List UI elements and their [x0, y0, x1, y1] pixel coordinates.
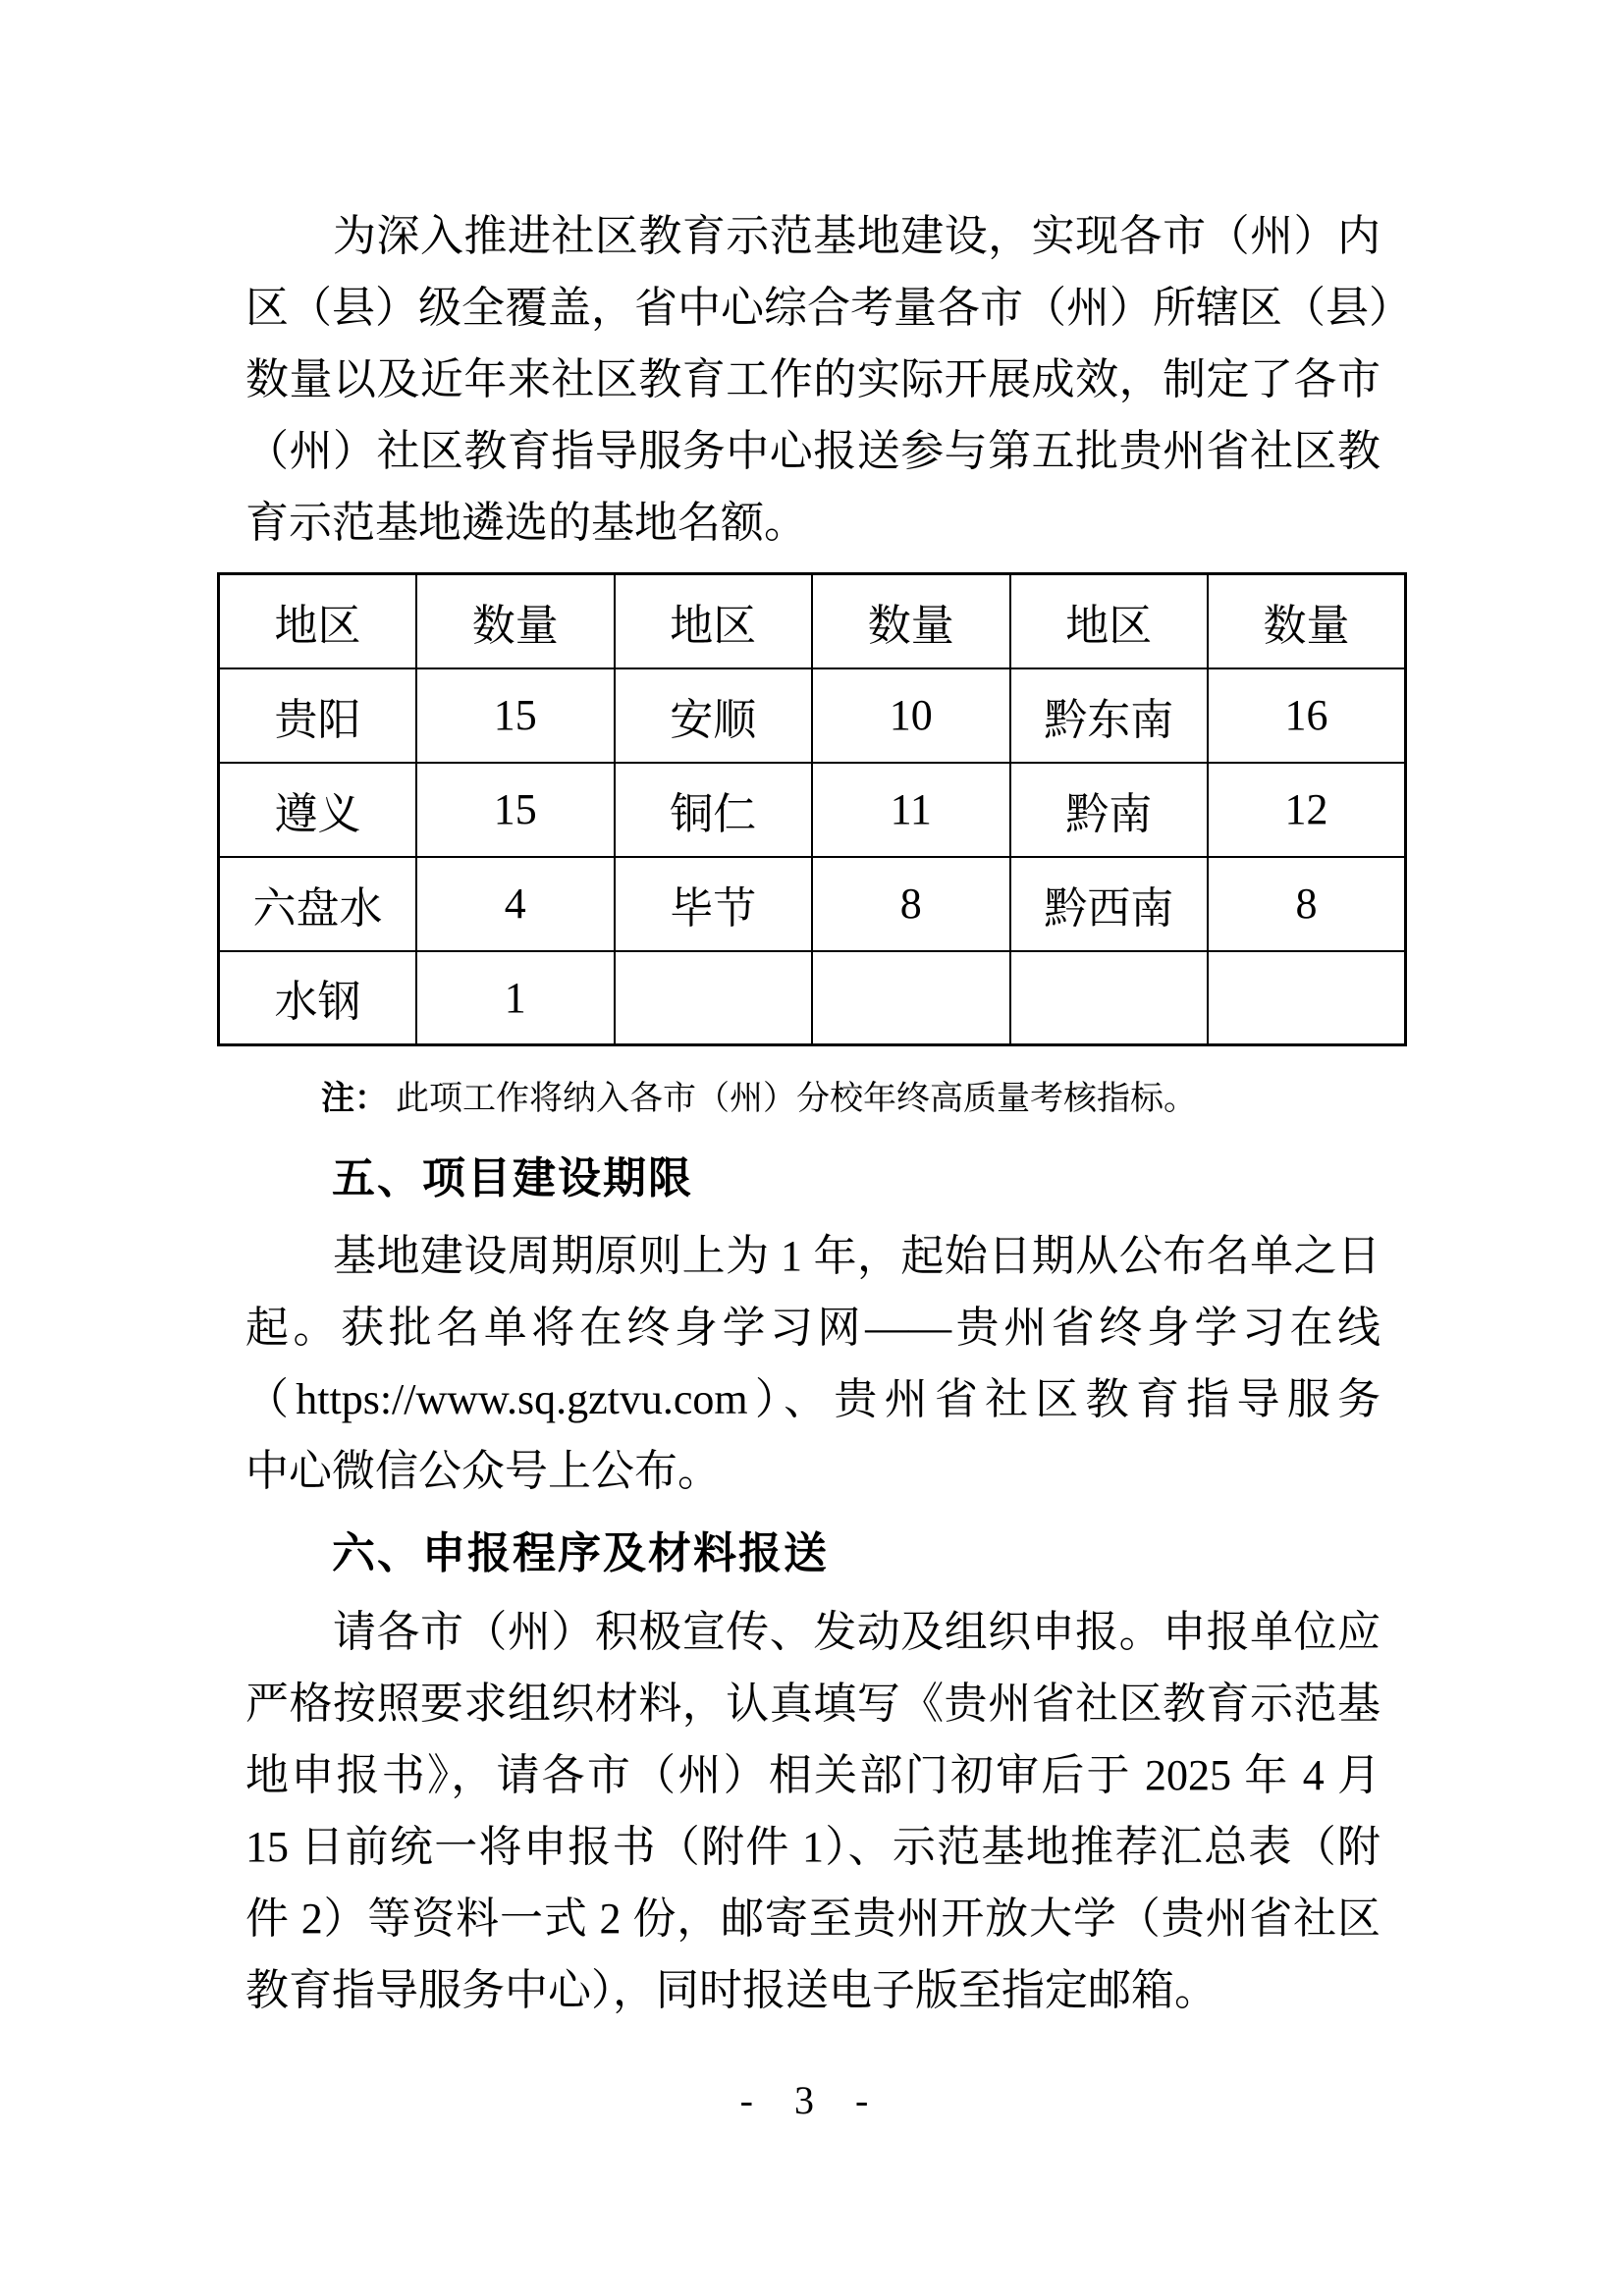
text-line: 起。获批名单将在终身学习网——贵州省终身学习在线 — [245, 1304, 1380, 1352]
quota-cell: 15 — [416, 668, 615, 763]
text-line: 为深入推进社区教育示范基地建设，实现各市（州）内 — [333, 212, 1380, 260]
quota-cell: 毕节 — [615, 857, 813, 951]
quota-col-header: 数量 — [1208, 574, 1406, 668]
quota-cell: 六盘水 — [219, 857, 417, 951]
text-line: （https://www.sq.gztvu.com）、贵州省社区教育指导服务 — [245, 1375, 1380, 1423]
section5-paragraph — [245, 1220, 1380, 1507]
section5-heading: 五、项目建设期限 — [332, 1154, 693, 1202]
quota-table-row — [219, 857, 1406, 951]
text-line: 15 日前统一将申报书（附件 1）、示范基地推荐汇总表（附 — [245, 1823, 1380, 1871]
quota-table-header-row — [219, 574, 1406, 668]
text-line: 中心微信公众号上公布。 — [245, 1447, 721, 1495]
quota-cell: 12 — [1208, 763, 1406, 857]
note-text: 此项工作将纳入各市（州）分校年终高质量考核指标。 — [396, 1081, 1197, 1117]
quota-cell — [1208, 951, 1406, 1045]
quota-cell: 10 — [812, 668, 1010, 763]
quota-cell — [615, 951, 813, 1045]
text-line: （州）社区教育指导服务中心报送参与第五批贵州省社区教 — [245, 427, 1380, 475]
quota-col-header: 数量 — [416, 574, 615, 668]
quota-cell: 水钢 — [219, 951, 417, 1045]
quota-col-header: 地区 — [1010, 574, 1209, 668]
quota-cell: 黔南 — [1010, 763, 1209, 857]
quota-cell: 黔西南 — [1010, 857, 1209, 951]
quota-cell: 黔东南 — [1010, 668, 1209, 763]
quota-cell: 8 — [812, 857, 1010, 951]
text-line: 数量以及近年来社区教育工作的实际开展成效，制定了各市 — [245, 355, 1380, 403]
text-line: 请各市（州）积极宣传、发动及组织申报。申报单位应 — [333, 1608, 1380, 1656]
quota-cell: 8 — [1208, 857, 1406, 951]
quota-col-header: 数量 — [812, 574, 1010, 668]
text-line: 基地建设周期原则上为 1 年，起始日期从公布名单之日 — [333, 1232, 1380, 1280]
quota-table — [217, 572, 1407, 1046]
quota-cell: 4 — [416, 857, 615, 951]
text-line: 件 2）等资料一式 2 份，邮寄至贵州开放大学（贵州省社区 — [245, 1895, 1380, 1943]
quota-cell: 11 — [812, 763, 1010, 857]
quota-cell: 15 — [416, 763, 615, 857]
quota-cell — [812, 951, 1010, 1045]
text-line: 教育指导服务中心），同时报送电子版至指定邮箱。 — [245, 1966, 1218, 2014]
page-number: - 3 - — [739, 2078, 885, 2122]
quota-cell: 贵阳 — [219, 668, 417, 763]
quota-col-header: 地区 — [615, 574, 813, 668]
quota-cell: 安顺 — [615, 668, 813, 763]
section6-paragraph — [245, 1596, 1380, 2026]
quota-cell: 遵义 — [219, 763, 417, 857]
quota-cell: 16 — [1208, 668, 1406, 763]
text-line: 育示范基地遴选的基地名额。 — [245, 499, 807, 547]
quota-col-header: 地区 — [219, 574, 417, 668]
text-line: 区（县）级全覆盖，省中心综合考量各市（州）所辖区（县） — [245, 284, 1412, 332]
quota-table-row — [219, 951, 1406, 1045]
note-label: 注： — [321, 1080, 388, 1117]
text-line: 严格按照要求组织材料，认真填写《贵州省社区教育示范基 — [245, 1680, 1380, 1728]
note — [321, 1076, 1197, 1122]
quota-cell: 铜仁 — [615, 763, 813, 857]
quota-cell — [1010, 951, 1209, 1045]
quota-table-row — [219, 668, 1406, 763]
quota-table-row — [219, 763, 1406, 857]
quota-cell: 1 — [416, 951, 615, 1045]
intro-paragraph — [245, 200, 1412, 559]
text-line: 地申报书》，请各市（州）相关部门初审后于 2025 年 4 月 — [245, 1751, 1380, 1799]
section6-heading: 六、申报程序及材料报送 — [332, 1529, 829, 1577]
